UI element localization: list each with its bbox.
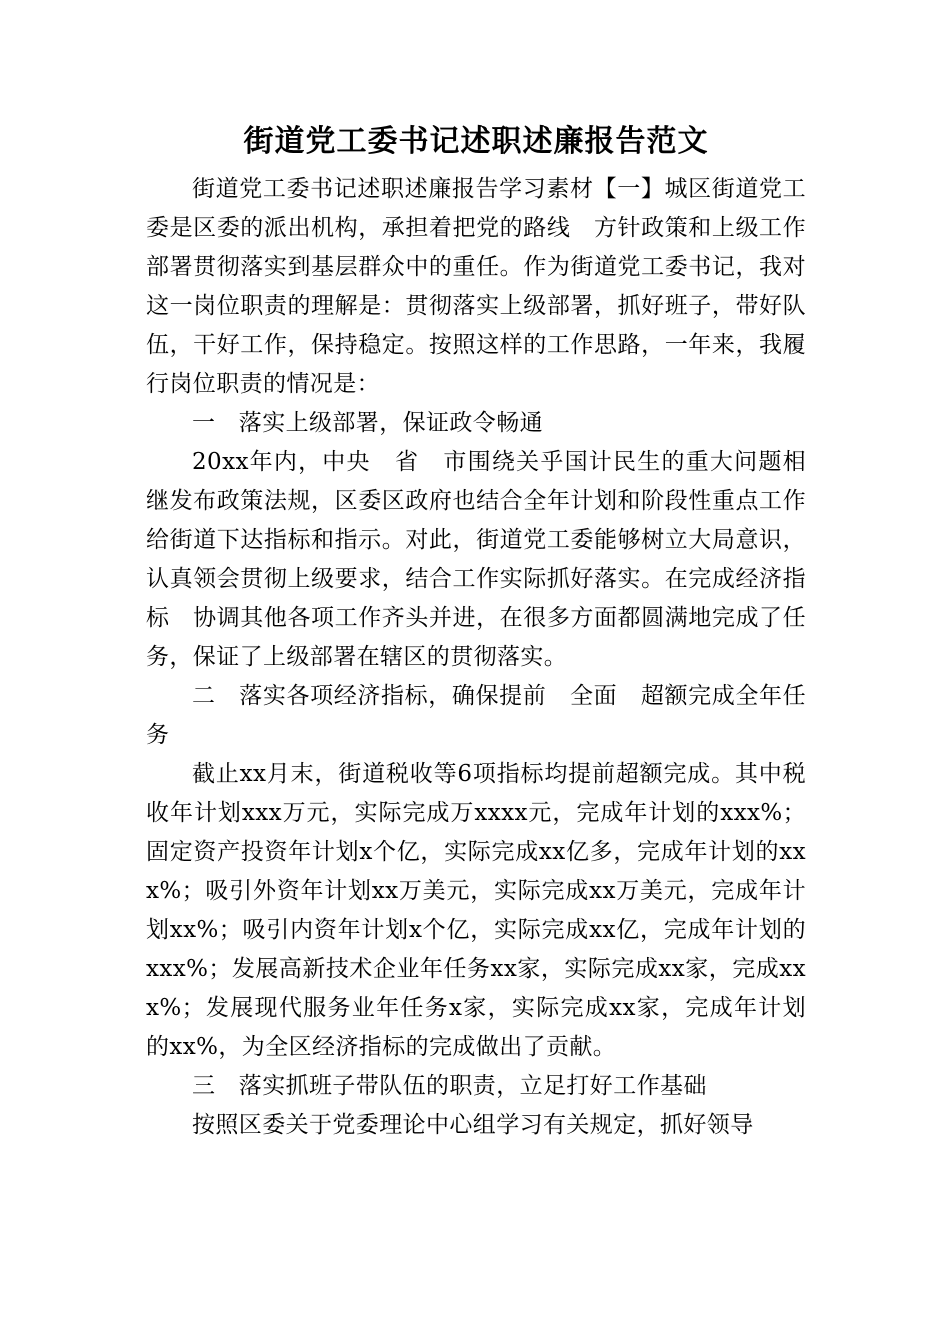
section-heading-1: 一 落实上级部署，保证政令畅通 — [192, 410, 543, 436]
section-heading-2: 二 落实各项经济指标，确保提前 全面 超额完成全年任务 — [146, 683, 806, 748]
paragraph-section-1: 20xx年内，中央 省 市围绕关乎国计民生的重大问题相继发布政策法规，区委区政府也结合全年计划和阶段性重点工作给街道下达指标和指示。对此，街道党工委能够树立大局意识，认真领会贯彻上级要求，结合工作实际抓好落实。在完成经济指标 协调其他各项工作齐头并进，在很多方面都圆满地完成了任务，保证了上级部署在辖区的贯彻落实。 — [146, 449, 806, 670]
document-page — [146, 118, 806, 1145]
paragraph-section-2: 截止xx月末，街道税收等6项指标均提前超额完成。其中税收年计划xxx万元，实际完成万xxxx元，完成年计划的xxx%；固定资产投资年计划x个亿，实际完成xx亿多，完成年计划的xxx%；吸引外资年计划xx万美元，实际完成xx万美元，完成年计划xx%；吸引内资年计划x个亿，实际完成xx亿，完成年计划的xxx%；发展高新技术企业年任务xx家，实际完成xx家，完成xxx%；发展现代服务业年任务x家，实际完成xx家，完成年计划的xx%，为全区经济指标的完成做出了贡献。 — [146, 761, 806, 1060]
paragraph-intro: 街道党工委书记述职述廉报告学习素材【一】城区街道党工委是区委的派出机构，承担着把党的路线 方针政策和上级工作部署贯彻落实到基层群众中的重任。作为街道党工委书记，我对这一岗位职责的理解是：贯彻落实上级部署，抓好班子，带好队伍，干好工作，保持稳定。按照这样的工作思路，一年来，我履行岗位职责的情况是： — [146, 176, 806, 397]
document-title: 街道党工委书记述职述廉报告范文 — [243, 124, 709, 159]
paragraph-section-3: 按照区委关于党委理论中心组学习有关规定，抓好领导 — [192, 1112, 754, 1138]
section-heading-3: 三 落实抓班子带队伍的职责，立足打好工作基础 — [192, 1073, 707, 1099]
